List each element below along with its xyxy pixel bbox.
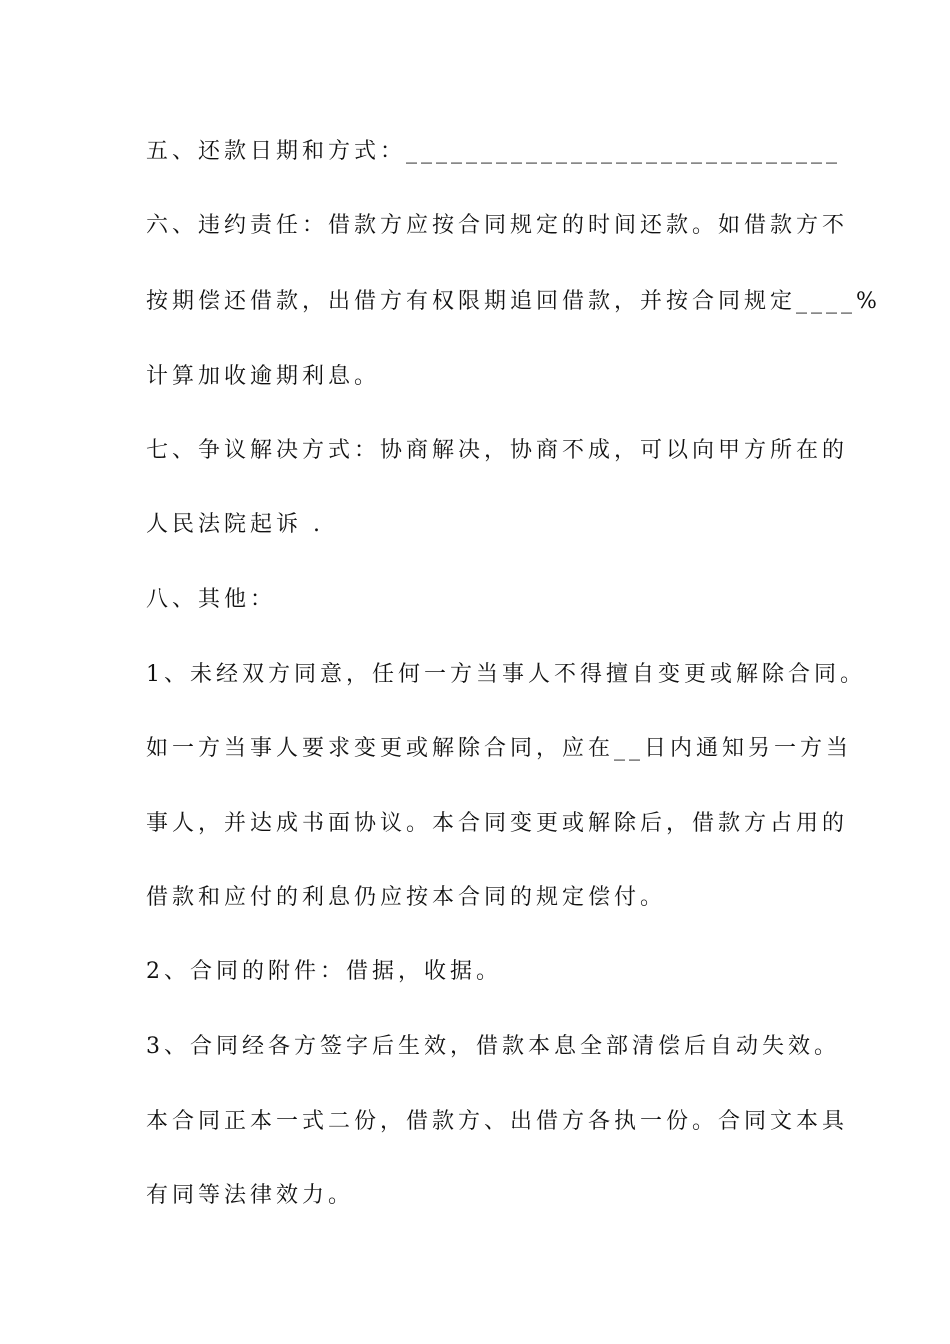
copies-line-1: 本合同正本一式二份，借款方、出借方各执一份。合同文本具 (146, 1109, 849, 1134)
clause-7-line-2: 人民法院起诉 . (146, 512, 324, 537)
clause-6-line-1: 六、违约责任：借款方应按合同规定的时间还款。如借款方不 (146, 213, 849, 238)
clause-8-item-1-line-4: 借款和应付的利息仍应按本合同的规定偿付。 (146, 885, 667, 910)
clause-6-line-2: 按期偿还借款，出借方有权限期追回借款，并按合同规定____% (146, 289, 881, 314)
copies-line-2: 有同等法律效力。 (146, 1183, 355, 1208)
clause-7-line-1: 七、争议解决方式：协商解决，协商不成，可以向甲方所在的 (146, 438, 849, 463)
clause-8-item-1-line-1: 1、未经双方同意，任何一方当事人不得擅自变更或解除合同。 (146, 662, 866, 687)
clause-6-line-3: 计算加收逾期利息。 (146, 364, 381, 389)
clause-8-item-3: 3、合同经各方签字后生效，借款本息全部清偿后自动失效。 (146, 1034, 840, 1059)
clause-8-item-2: 2、合同的附件：借据，收据。 (146, 959, 502, 984)
clause-5-repayment-line: 五、还款日期和方式：_____________________________ (146, 139, 842, 164)
clause-8-item-1-line-2: 如一方当事人要求变更或解除合同，应在__日内通知另一方当 (146, 736, 853, 761)
clause-8-item-1-line-3: 事人，并达成书面协议。本合同变更或解除后，借款方占用的 (146, 811, 849, 836)
clause-8-heading: 八、其他： (146, 587, 277, 612)
